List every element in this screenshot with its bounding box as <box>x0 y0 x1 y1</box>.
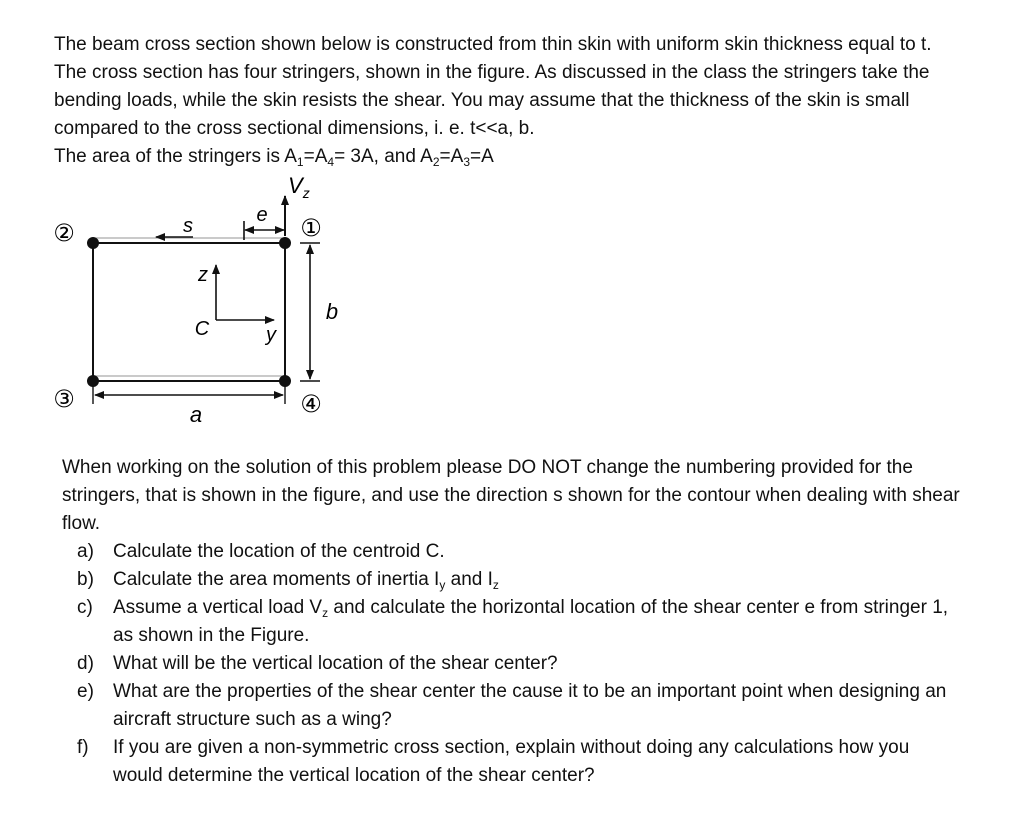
instructions-section <box>62 454 962 790</box>
question-letter: d) <box>77 653 94 674</box>
stringer-areas-line: The area of the stringers is $A_1=A_4= 3A$, and $A_2=A_3=A$ <box>54 146 494 169</box>
question-letter: a) <box>77 541 94 562</box>
centroid-label: C <box>194 318 210 340</box>
problem-intro <box>54 31 964 171</box>
stringer-2-label: ② <box>53 220 75 247</box>
stringer-1-label: ① <box>300 215 322 242</box>
stringer-1-dot <box>279 237 291 249</box>
cross-section-box <box>93 243 285 381</box>
e-label: e <box>256 204 268 226</box>
s-label: s <box>183 215 193 237</box>
instructions-paragraph: When working on the solution of this problem please DO NOT change the numbering provided for the stringers, that is shown in the figure, and use the direction s shown for the contour when dealing with shear flow. <box>62 457 960 534</box>
stringer-3-dot <box>87 375 99 387</box>
question-d: d) What will be the vertical location of the shear center? <box>62 650 962 678</box>
question-letter: c) <box>77 597 93 618</box>
question-list <box>62 538 962 790</box>
z-axis-label: z <box>198 264 208 286</box>
b-label: b <box>325 299 339 324</box>
a-label: a <box>189 402 203 427</box>
question-b: b) Calculate the area moments of inertia $I_y$ and $I_z$ <box>62 566 962 594</box>
stringer-2-dot <box>87 237 99 249</box>
question-letter: e) <box>77 681 94 702</box>
stringer-4-label: ④ <box>300 391 322 418</box>
question-letter: b) <box>77 569 94 590</box>
question-c: c) Assume a vertical load $V_z$ and calculate the horizontal location of the shear center e from stringer 1, as shown in the Figure. <box>62 594 962 650</box>
question-e: e) What are the properties of the shear center the cause it to be an important point when designing an aircraft structure such as a wing? <box>62 678 962 734</box>
question-f: f) If you are given a non-symmetric cross section, explain without doing any calculations how you would determine the vertical location of the shear center? <box>62 734 962 790</box>
stringer-3-label: ③ <box>53 386 75 413</box>
intro-paragraph: The beam cross section shown below is constructed from thin skin with uniform skin thickness equal to t. The cross section has four stringers, shown in the figure. As discussed in the class the stringers take the bending loads, while the skin resists the shear. You may assume that the thickness of the skin is small compared to the cross sectional dimensions, i. e. t<<a, b. <box>54 34 932 139</box>
question-letter: f) <box>77 737 89 758</box>
question-a: a) Calculate the location of the centroid C. <box>62 538 962 566</box>
stringer-4-dot <box>279 375 291 387</box>
vz-label: $V_z$ <box>288 173 310 201</box>
y-axis-label: y <box>266 324 276 346</box>
